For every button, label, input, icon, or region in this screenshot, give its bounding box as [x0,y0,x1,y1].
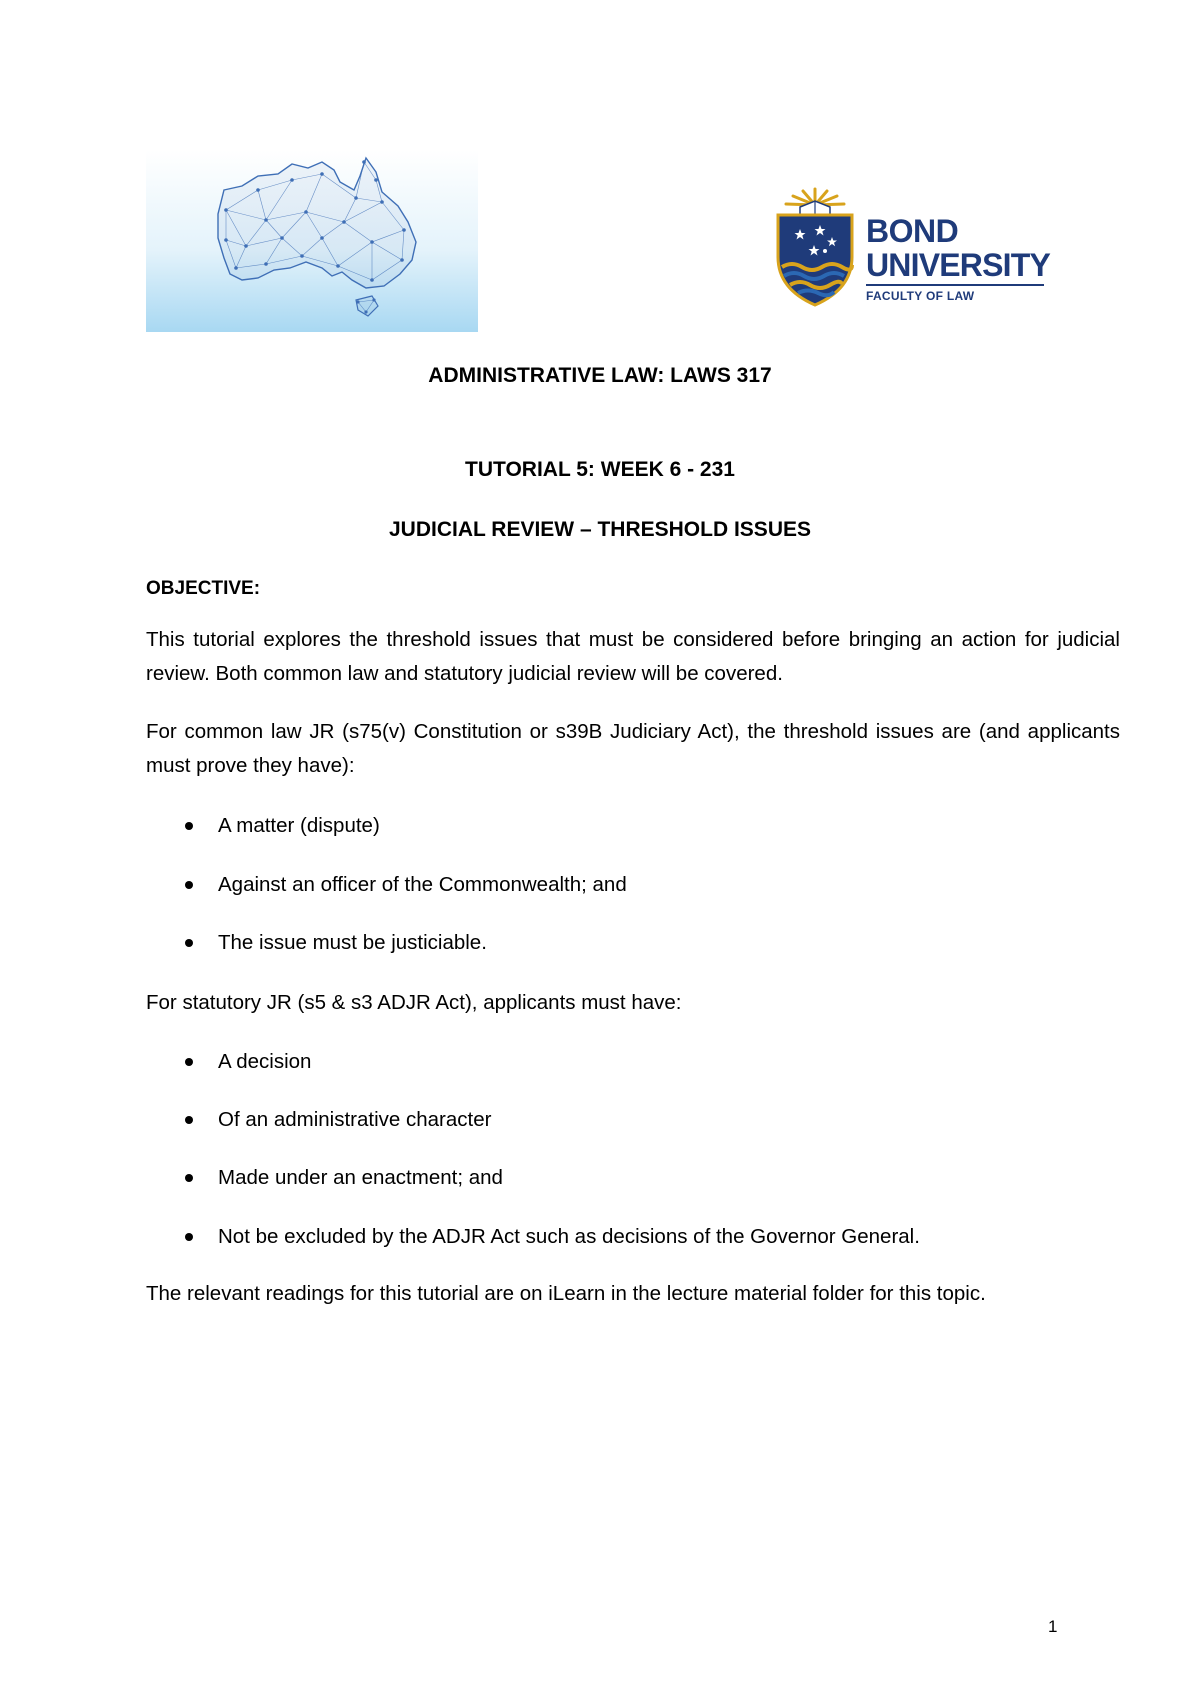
logo-name-line2: UNIVERSITY [866,247,1051,283]
course-title: ADMINISTRATIVE LAW: LAWS 317 [428,364,772,387]
logo-divider [866,284,1044,286]
tutorial-title: TUTORIAL 5: WEEK 6 - 231 [465,458,735,481]
bullet-icon [185,1233,193,1241]
statutory-intro-paragraph: For statutory JR (s5 & s3 ADJR Act), applicants must have: [146,991,682,1014]
bond-university-logo [770,185,1051,310]
bullet-icon [185,939,193,947]
list-item-text: Not be excluded by the ADJR Act such as decisions of the Governor General. [218,1225,920,1248]
university-crest-icon [770,185,860,310]
page-number: 1 [1048,1617,1058,1636]
topic-title: JUDICIAL REVIEW – THRESHOLD ISSUES [388,518,811,541]
bullet-icon [185,822,193,830]
objective-label: OBJECTIVE: [146,578,261,599]
bullet-icon [185,1174,193,1182]
list-item-text: The issue must be justiciable. [218,931,487,954]
list-item-text: Against an officer of the Commonwealth; and [218,873,627,896]
bullet-icon [185,881,193,889]
bullet-icon [185,1058,193,1066]
bullet-icon [185,1116,193,1124]
logo-name-line1: BOND [866,213,959,249]
logo-faculty-label: FACULTY OF LAW [866,289,975,303]
intro-paragraph: This tutorial explores the threshold issues that must be considered before bringing an action for judicial review. Both common law and statutory judicial review will be covered. [146,628,1120,685]
readings-paragraph: The relevant readings for this tutorial are on iLearn in the lecture material folder for this topic. [146,1282,986,1305]
australia-map-banner [146,150,478,332]
australia-network-map-image [146,150,478,332]
logo-wordmark [866,215,1050,302]
list-item-text: A matter (dispute) [218,814,380,837]
common-law-intro-paragraph: For common law JR (s75(v) Constitution or s39B Judiciary Act), the threshold issues are (and applicants must prove they have): [146,720,1120,777]
list-item-text: A decision [218,1050,312,1073]
list-item-text: Of an administrative character [218,1108,492,1131]
list-item-text: Made under an enactment; and [218,1166,503,1189]
